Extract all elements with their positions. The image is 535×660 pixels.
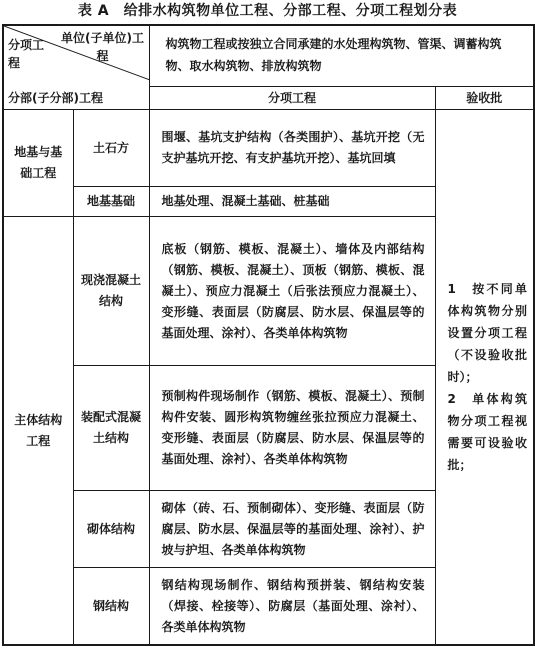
- table-row: [3, 110, 534, 187]
- division-cell-foundation: 地基与基础工程: [3, 110, 73, 217]
- sub-cell-foundation: 地基基础: [73, 187, 149, 217]
- sub-cell-precast-concrete: 装配式混凝土结构: [73, 366, 149, 491]
- col-header-items: 分项工程: [149, 87, 435, 110]
- acceptance-note-1: 1 按不同单体构筑物分别设置分项工程（不设验收批时）；: [447, 282, 528, 384]
- table-title: 表 A 给排水构筑物单位工程、分部工程、分项工程划分表: [77, 3, 458, 19]
- corner-division-label: 分部(子分部)工程: [8, 91, 103, 105]
- acceptance-note-2: 2 单体构筑物分项工程视需要可设验收批；: [447, 392, 528, 472]
- sub-cell-cast-concrete: 现浇混凝土结构: [73, 217, 149, 366]
- item-cell-precast-concrete: 预制构件现场制作（钢筋、模板、混凝土）、预制构件安装、圆形构筑物缠丝张拉预应力混凝土、变形缝、表面层（防腐层、防水层、保温层等的基面处理、涂衬）、各类单体构筑物: [149, 366, 435, 491]
- sub-cell-earthwork: 土石方: [73, 110, 149, 187]
- unit-description-cell: 构筑物工程或按独立合同承建的水处理构筑物、管渠、调蓄构筑物、取水构筑物、排放构筑物: [149, 25, 534, 87]
- division-table: [2, 24, 535, 646]
- corner-unit-label: 单位(子单位)工程: [61, 31, 144, 63]
- col-header-acceptance: 验收批: [435, 87, 534, 110]
- item-cell-steel: 钢结构现场制作、钢结构预拼装、钢结构安装（焊接、栓接等）、防腐层（基面处理、涂衬）、各类单体构筑物: [149, 568, 435, 646]
- item-cell-cast-concrete: 底板（钢筋、模板、混凝土）、墙体及内部结构（钢筋、模板、混凝土）、顶板（钢筋、模板、混凝土）、预应力混凝土（后张法预应力混凝土）、变形缝、表面层（防腐层、防水层、保温层等的基面处理、涂衬）、各类单体构筑物: [149, 217, 435, 366]
- sub-cell-steel: 钢结构: [73, 568, 149, 646]
- item-cell-earthwork: 围堰、基坑支护结构（各类围护）、基坑开挖（无支护基坑开挖、有支护基坑开挖）、基坑回填: [149, 110, 435, 187]
- header-row: [3, 25, 534, 87]
- corner-item-label: 分项工程: [8, 38, 45, 70]
- item-cell-foundation: 地基处理、混凝土基础、桩基础: [149, 187, 435, 217]
- header-corner-cell: [3, 25, 149, 110]
- acceptance-cell: [435, 110, 534, 646]
- sub-cell-masonry: 砌体结构: [73, 491, 149, 568]
- division-cell-main-structure: 主体结构工程: [3, 217, 73, 646]
- item-cell-masonry: 砌体（砖、石、预制砌体）、变形缝、表面层（防腐层、防水层、保温层等的基面处理、涂衬）、护坡与护坦、各类单体构筑物: [149, 491, 435, 568]
